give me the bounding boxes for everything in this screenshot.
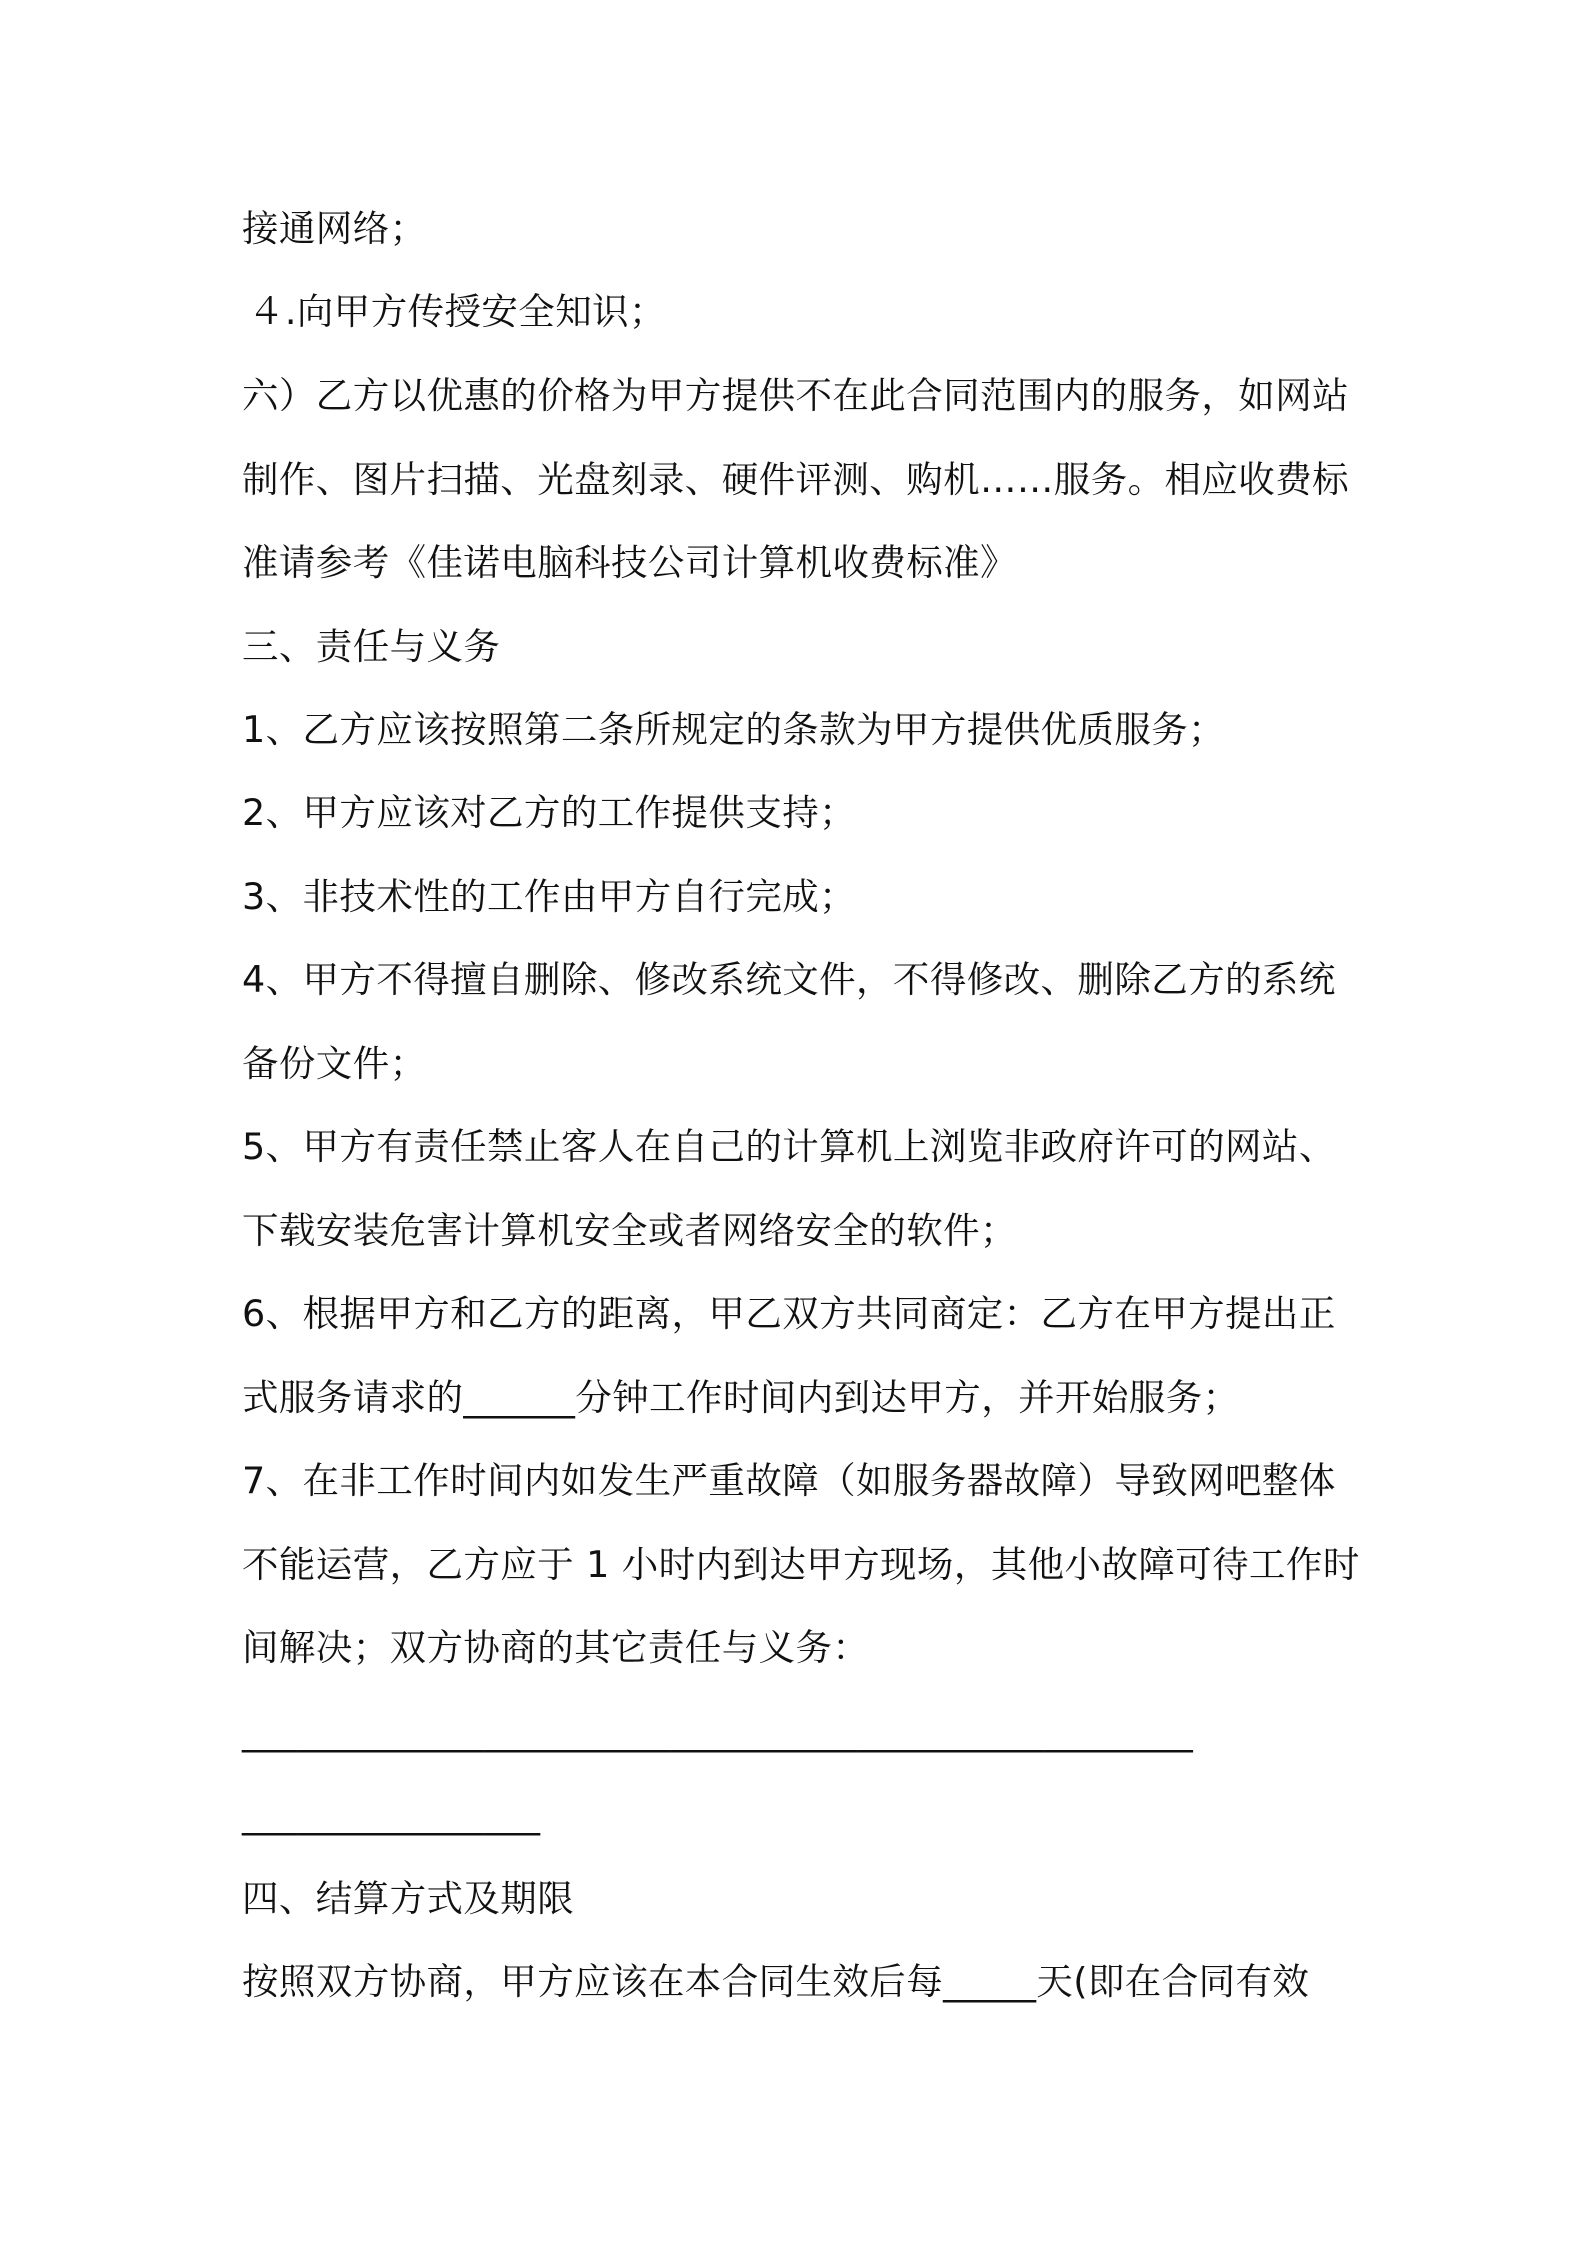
text-line: 间解决；双方协商的其它责任与义务： xyxy=(242,1626,870,1669)
text-line: 制作、图片扫描、光盘刻录、硬件评测、购机……服务。相应收费标 xyxy=(242,458,1349,501)
text-line: 备份文件； xyxy=(242,1042,427,1085)
blank-fill-line: ___________________________________________________ xyxy=(242,1710,1194,1753)
text-line: 下载安装危害计算机安全或者网络安全的软件； xyxy=(242,1209,1017,1252)
text-line: 3、非技术性的工作由甲方自行完成； xyxy=(242,875,857,918)
text-line: ４.向甲方传授安全知识； xyxy=(248,290,666,333)
section-heading: 四、结算方式及期限 xyxy=(242,1877,575,1920)
text-line: 不能运营，乙方应于 1 小时内到达甲方现场，其他小故障可待工作时 xyxy=(242,1543,1360,1586)
text-line: 式服务请求的______分钟工作时间内到达甲方，并开始服务； xyxy=(242,1376,1240,1419)
text-line: 2、甲方应该对乙方的工作提供支持； xyxy=(242,791,857,834)
section-heading: 三、责任与义务 xyxy=(242,625,501,668)
text-line: 5、甲方有责任禁止客人在自己的计算机上浏览非政府许可的网站、 xyxy=(242,1125,1336,1168)
text-line: 接通网络； xyxy=(242,207,427,250)
blank-fill-line: ________________ xyxy=(242,1793,541,1836)
text-line: 7、在非工作时间内如发生严重故障（如服务器故障）导致网吧整体 xyxy=(242,1459,1336,1502)
text-line: 6、根据甲方和乙方的距离，甲乙双方共同商定：乙方在甲方提出正 xyxy=(242,1292,1336,1335)
text-line: 1、乙方应该按照第二条所规定的条款为甲方提供优质服务； xyxy=(242,708,1226,751)
text-line: 4、甲方不得擅自删除、修改系统文件，不得修改、删除乙方的系统 xyxy=(242,958,1336,1001)
text-line: 六）乙方以优惠的价格为甲方提供不在此合同范围内的服务，如网站 xyxy=(242,374,1349,417)
text-line: 按照双方协商，甲方应该在本合同生效后每_____天(即在合同有效 xyxy=(242,1960,1310,2003)
text-line: 准请参考《佳诺电脑科技公司计算机收费标准》 xyxy=(242,541,1017,584)
